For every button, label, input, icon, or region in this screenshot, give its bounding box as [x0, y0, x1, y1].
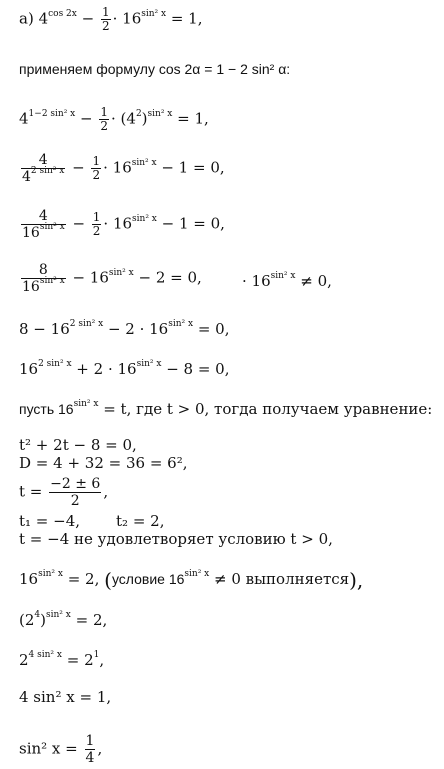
- eq3-base: 4: [19, 109, 29, 128]
- eq3-frac-den: 2: [100, 119, 108, 133]
- equation-line-8: [19, 360, 230, 378]
- eq4-minus: −: [67, 158, 90, 177]
- roots-values: [19, 512, 165, 530]
- eq5-fraction2: [92, 211, 102, 238]
- eq6-note-end: ≠ 0,: [295, 272, 332, 290]
- eq4-frac2-num: 1: [92, 154, 101, 168]
- eq1-end: = 1,: [166, 9, 203, 28]
- eq8-exp1: 2 sin² x: [38, 359, 72, 369]
- equation-line-5: [19, 208, 225, 241]
- eq6-fraction1: [21, 262, 66, 295]
- eq5-fraction1: [21, 208, 66, 241]
- eq7-pre: 8 − 16: [19, 320, 70, 338]
- quadratic-equation: t² + 2t − 8 = 0,: [19, 436, 137, 454]
- roots-formula: [19, 476, 108, 509]
- eq17-pre: 2: [19, 651, 29, 669]
- eq5-exp: sin² x: [132, 213, 157, 224]
- eq4-frac2-den: 2: [92, 168, 101, 182]
- eq16-end: = 2,: [70, 611, 108, 629]
- eq1-fraction: [101, 6, 111, 33]
- eq3-paren: ): [141, 109, 148, 128]
- eq1-post: · 16: [112, 9, 142, 28]
- eq4-post: · 16: [103, 158, 132, 177]
- eq6-exp: sin² x: [108, 267, 134, 278]
- eq4-exp: sin² x: [131, 157, 157, 168]
- eq17-exp2: 1: [93, 650, 100, 660]
- eq8-exp2: sin² x: [136, 359, 162, 369]
- eq8-mid: + 2 · 16: [71, 360, 137, 378]
- eq4-frac1-den-exp: 2 sin² x: [30, 166, 65, 177]
- eq1-base: а) 4: [19, 9, 49, 28]
- eq5-post: · 16: [103, 214, 133, 233]
- eq6-side-note: [242, 272, 332, 290]
- eq19-pre: sin² x =: [19, 739, 83, 758]
- eq16-exp1: 4: [34, 610, 41, 620]
- eq8-pre: 16: [19, 360, 39, 378]
- substitution-pre: пусть 16: [19, 401, 74, 417]
- eq3-minus: −: [75, 109, 98, 128]
- eq1-minus: −: [76, 9, 99, 28]
- eq7-exp2: sin² x: [168, 319, 194, 329]
- root-t1: t₁ = −4,: [19, 512, 81, 530]
- root-rejection: t = −4 не удовлетворяет условию t > 0,: [19, 530, 333, 548]
- eq17-mid: = 2: [61, 651, 94, 669]
- eq5-frac1-num: 4: [38, 208, 48, 224]
- eq8-end: − 8 = 0,: [161, 360, 230, 378]
- eq4-end: − 1 = 0,: [156, 158, 225, 177]
- roots-frac-den: 2: [49, 492, 101, 509]
- equation-line-1: [19, 6, 203, 33]
- equation-line-7: [19, 320, 230, 338]
- eq1-exp1: cos 2x: [48, 8, 77, 19]
- eq6-note-exp: sin² x: [270, 271, 296, 281]
- eq15-exp2: sin² x: [184, 569, 210, 579]
- eq3-end: = 1,: [172, 109, 209, 128]
- equation-line-4: [19, 152, 225, 185]
- eq16-mid: ): [40, 611, 46, 629]
- eq15-paren-open: (: [104, 568, 112, 592]
- roots-formula-end: ,: [103, 482, 109, 501]
- eq5-frac1-den: [21, 224, 66, 241]
- eq3-fraction: [99, 106, 109, 133]
- equation-line-3: [19, 106, 209, 133]
- eq15-cond-pre: условие 16: [111, 571, 185, 587]
- eq19-frac-num: 1: [85, 733, 95, 749]
- eq3-exp3: sin² x: [147, 108, 173, 119]
- eq4-frac1-den: [21, 168, 65, 185]
- eq19-fraction: [85, 733, 96, 766]
- eq16-exp2: sin² x: [46, 610, 71, 620]
- eq5-minus: −: [67, 214, 90, 233]
- eq6-frac1-den-base: 16: [22, 279, 40, 295]
- eq17-end: ,: [99, 651, 105, 669]
- equation-line-17: [19, 651, 104, 669]
- discriminant-line: D = 4 + 32 = 36 = 6²,: [19, 454, 188, 472]
- eq4-fraction1: [21, 152, 65, 185]
- eq17-exp1: 4 sin² x: [28, 650, 62, 660]
- eq1-frac-den: 2: [101, 19, 110, 33]
- substitution-exp: sin² x: [73, 399, 99, 409]
- roots-fraction: [49, 476, 101, 509]
- eq4-frac1-num: 4: [38, 152, 48, 168]
- eq6-end: − 2 = 0,: [133, 268, 202, 287]
- eq19-end: ,: [97, 739, 103, 758]
- eq6-frac1-num: 8: [38, 262, 48, 278]
- roots-formula-pre: t =: [19, 482, 48, 501]
- eq15-paren-close: ),: [349, 568, 364, 592]
- eq5-end: − 1 = 0,: [156, 214, 225, 233]
- eq6-frac1-den-exp: sin² x: [39, 276, 65, 287]
- roots-frac-num: −2 ± 6: [50, 476, 101, 492]
- eq3-exp2: 2: [135, 108, 142, 119]
- eq5-frac1-den-exp: sin² x: [39, 222, 65, 233]
- eq15-cond-end: ≠ 0 выполняется: [209, 570, 350, 588]
- eq16-pre: (2: [19, 611, 35, 629]
- eq6-note-base: · 16: [242, 272, 271, 290]
- equation-line-6: [19, 262, 202, 295]
- equation-line-15: [19, 568, 364, 592]
- substitution-line: [19, 400, 432, 418]
- equation-line-18: 4 sin² x = 1,: [19, 688, 112, 706]
- eq3-exp1: 1−2 sin² x: [28, 108, 76, 119]
- eq19-frac-den: 4: [85, 750, 95, 766]
- eq4-frac1-den-base: 4: [22, 169, 31, 185]
- eq4-fraction2: [91, 155, 101, 182]
- eq7-end: = 0,: [193, 320, 230, 338]
- eq6-frac1-den: [21, 278, 66, 295]
- eq5-frac2-den: 2: [92, 224, 101, 238]
- eq3-post: · (4: [111, 109, 136, 128]
- eq3-frac-num: 1: [100, 105, 108, 119]
- eq5-frac1-den-base: 16: [22, 225, 40, 241]
- equation-line-19: [19, 733, 102, 766]
- eq6-minus: − 16: [67, 268, 109, 287]
- root-t2: t₂ = 2,: [116, 512, 165, 530]
- equation-line-16: [19, 611, 107, 629]
- eq5-frac2-num: 1: [92, 210, 101, 224]
- eq15-exp1: sin² x: [38, 569, 63, 579]
- eq15-mid: = 2,: [62, 570, 105, 588]
- eq7-mid: − 2 · 16: [103, 320, 169, 338]
- substitution-end: = t, где t > 0, тогда получаем уравнение:: [98, 400, 433, 418]
- formula-note: применяем формулу cos 2α = 1 − 2 sin² α:: [19, 61, 291, 77]
- eq1-frac-num: 1: [101, 5, 110, 19]
- eq15-pre: 16: [19, 570, 39, 588]
- eq1-exp2: sin² x: [141, 8, 167, 19]
- eq7-exp1: 2 sin² x: [69, 319, 104, 329]
